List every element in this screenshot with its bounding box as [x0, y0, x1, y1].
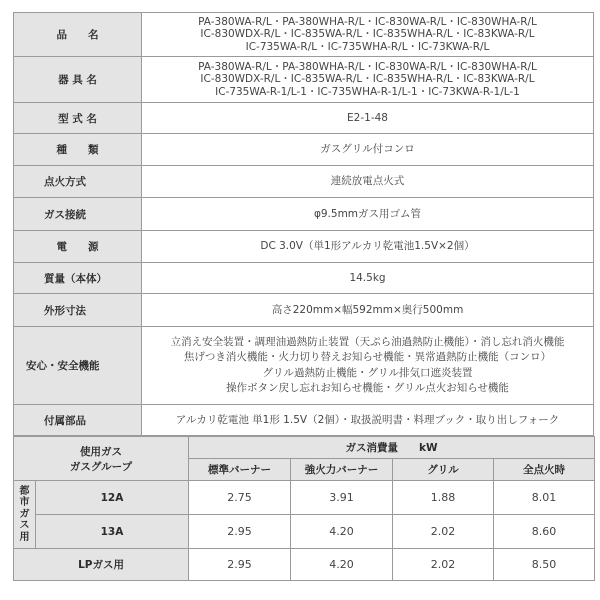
gas-value: 2.02 — [393, 549, 494, 581]
col-grill: グリル — [393, 459, 494, 481]
gas-group-12a: 12A — [36, 481, 189, 515]
spec-row-model-code — [14, 103, 594, 134]
spec-label: 電 源 — [14, 231, 142, 263]
gas-consumption-table — [13, 436, 595, 581]
spec-label: 外形寸法 — [14, 294, 142, 327]
gas-header-row-1 — [14, 437, 595, 459]
spec-value: PA-380WA-R/L・PA-380WHA-R/L・IC-830WA-R/L・IC-830WHA-R/L IC-830WDX-R/L・IC-835WA-R/L・IC-835WHA-R/L・IC-83KWA-R/L IC-735WA-R-1/L-1・IC-735WHA-R-1/L-1・IC-73KWA-R-1/L-1 — [142, 57, 594, 103]
spec-value: 14.5kg — [142, 263, 594, 294]
spec-value: ガスグリル付コンロ — [142, 134, 594, 166]
gas-value: 2.75 — [189, 481, 291, 515]
gas-consumption-header: ガス消費量 kW — [189, 437, 595, 459]
gas-row-13a — [14, 515, 595, 549]
gas-value: 8.60 — [494, 515, 595, 549]
spec-table — [13, 12, 594, 436]
gas-value: 4.20 — [291, 515, 393, 549]
spec-label: 点火方式 — [14, 166, 142, 198]
spec-label: 器 具 名 — [14, 57, 142, 103]
spec-value: 立消え安全装置・調理油過熱防止装置（天ぷら油過熱防止機能）・消し忘れ消火機能 焦げつき消火機能・火力切り替えお知らせ機能・異常過熱防止機能（コンロ） グリル過熱防止機能・グリル排気口遮炎装置 操作ボタン戻し忘れお知らせ機能・グリル点火お知らせ機能 — [142, 327, 594, 405]
gas-value: 8.50 — [494, 549, 595, 581]
spec-label: 付属部品 — [14, 405, 142, 436]
gas-value: 2.02 — [393, 515, 494, 549]
spec-row-accessories — [14, 405, 594, 436]
spec-value: E2-1-48 — [142, 103, 594, 134]
spec-row-appliance-name — [14, 57, 594, 103]
spec-label: 型 式 名 — [14, 103, 142, 134]
spec-row-type — [14, 134, 594, 166]
spec-value: 高さ220mm×幅592mm×奥行500mm — [142, 294, 594, 327]
gas-value: 8.01 — [494, 481, 595, 515]
spec-value: DC 3.0V（単1形アルカリ乾電池1.5V×2個） — [142, 231, 594, 263]
gas-value: 4.20 — [291, 549, 393, 581]
spec-label: 種 類 — [14, 134, 142, 166]
gas-group-header: 使用ガス ガスグループ — [14, 437, 189, 481]
spec-row-power — [14, 231, 594, 263]
spec-value: PA-380WA-R/L・PA-380WHA-R/L・IC-830WA-R/L・IC-830WHA-R/L IC-830WDX-R/L・IC-835WA-R/L・IC-835WHA-R/L・IC-83KWA-R/L IC-735WA-R/L・IC-735WHA-R/L・IC-73KWA-R/L — [142, 13, 594, 57]
gas-value: 2.95 — [189, 515, 291, 549]
spec-value: φ9.5mmガス用ゴム管 — [142, 198, 594, 231]
col-standard-burner: 標準バーナー — [189, 459, 291, 481]
spec-row-product-name — [14, 13, 594, 57]
spec-row-ignition — [14, 166, 594, 198]
col-all-burners: 全点火時 — [494, 459, 595, 481]
spec-row-gas-connection — [14, 198, 594, 231]
gas-row-lp — [14, 549, 595, 581]
gas-group-13a: 13A — [36, 515, 189, 549]
spec-label: 質量（本体） — [14, 263, 142, 294]
city-gas-label: 都 市 ガ ス 用 — [14, 481, 36, 549]
spec-row-dimensions — [14, 294, 594, 327]
spec-label: 品 名 — [14, 13, 142, 57]
gas-group-lp: LPガス用 — [14, 549, 189, 581]
spec-label: 安心・安全機能 — [14, 327, 142, 405]
spec-value: アルカリ乾電池 単1形 1.5V（2個）・取扱説明書・料理ブック・取り出しフォーク — [142, 405, 594, 436]
gas-value: 3.91 — [291, 481, 393, 515]
gas-row-12a — [14, 481, 595, 515]
spec-row-safety-features — [14, 327, 594, 405]
spec-value: 連続放電点火式 — [142, 166, 594, 198]
spec-label: ガス接続 — [14, 198, 142, 231]
gas-value: 2.95 — [189, 549, 291, 581]
col-high-power-burner: 強火力バーナー — [291, 459, 393, 481]
gas-value: 1.88 — [393, 481, 494, 515]
spec-row-mass — [14, 263, 594, 294]
